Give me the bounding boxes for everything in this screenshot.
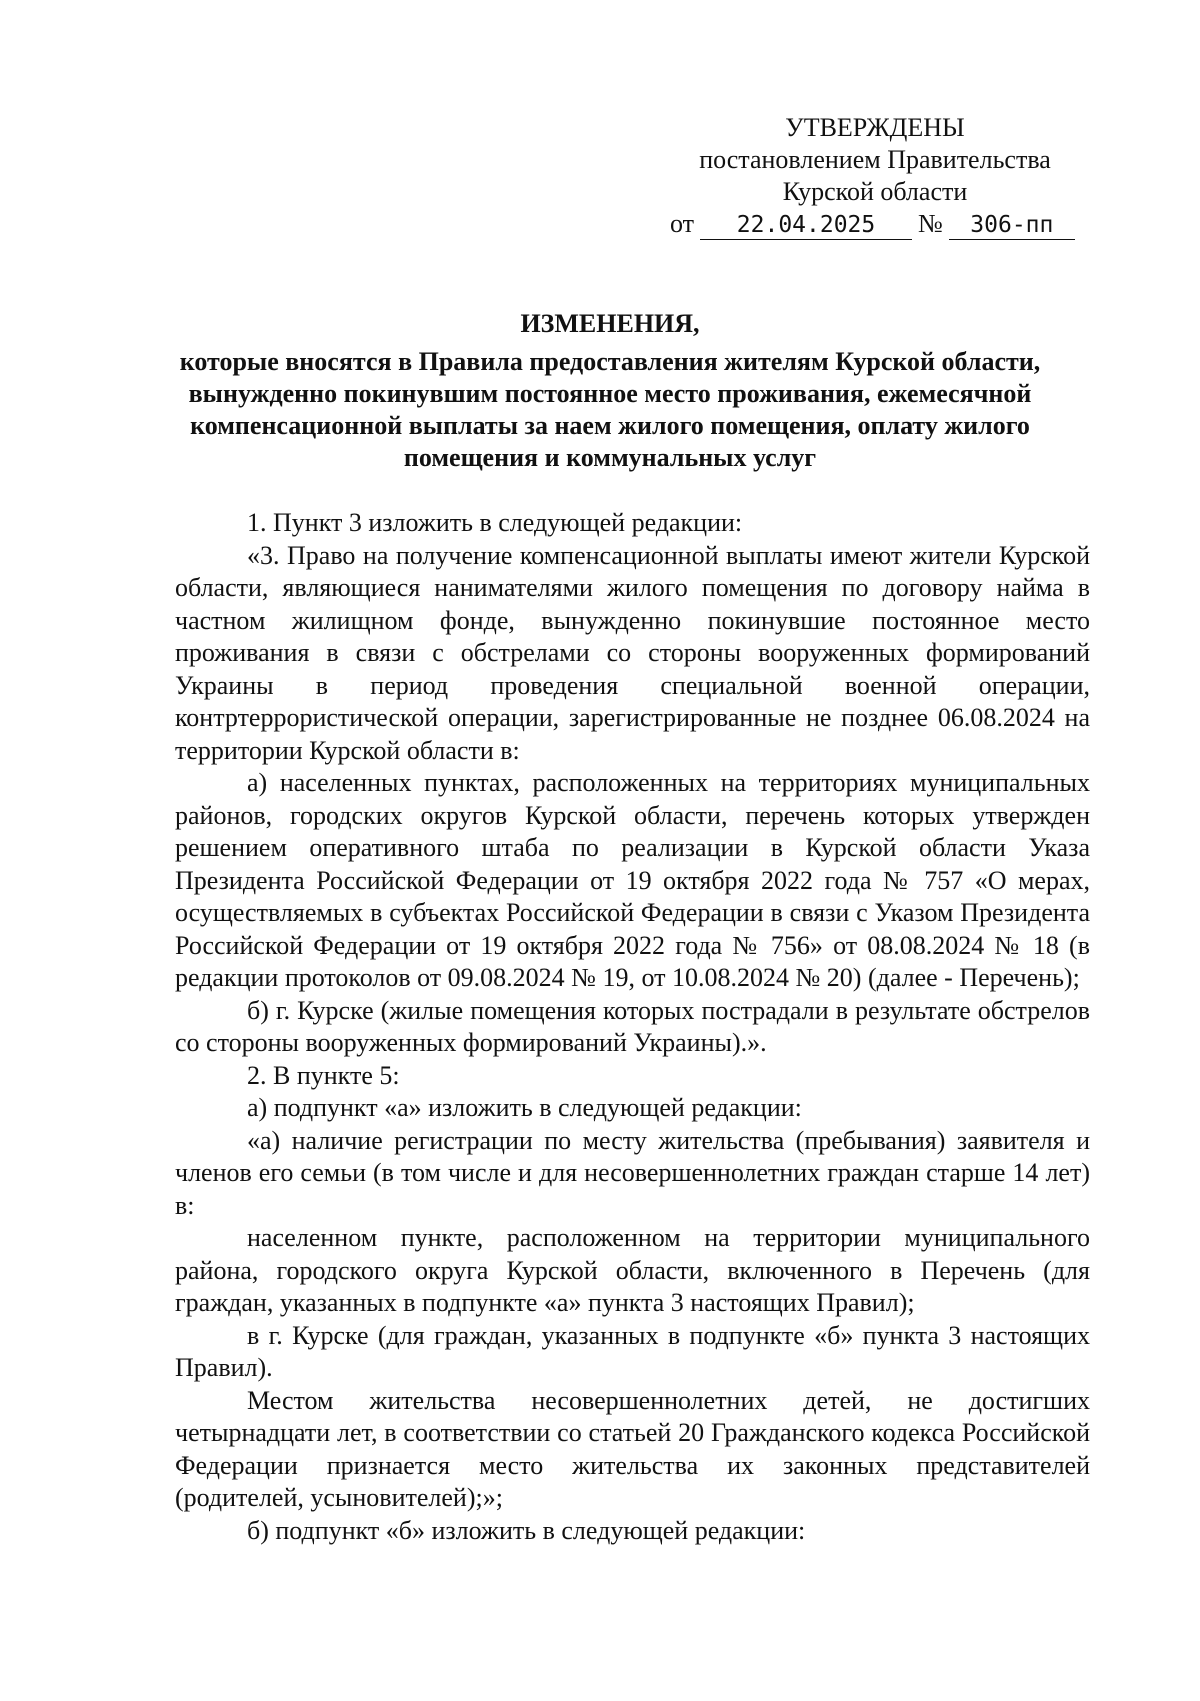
paragraph: а) населенных пунктах, расположенных на территориях муниципальных районов, городских округов Курской области, перечень которых утвержден решением оперативного штаба по реализации в Курской области Указа Президента Российской Федерации от 19 октября 2022 года № 757 «О мерах, осуществляемых в субъектах Российской Федерации в связи с Указом Президента Российской Федерации от 19 октября 2022 года № 756» от 08.08.2024 № 18 (в редакции протоколов от 09.08.2024 № 19, от 10.08.2024 № 20) (далее - Перечень); <box>175 768 1090 992</box>
heading-subtitle: которые вносятся в Правила предоставления жителям Курской области, вынужденно покинувшим постоянное место проживания, ежемесячной компенсационной выплаты за наем жилого помещения, оплату жилого помещения и коммунальных услуг <box>179 347 1041 472</box>
document-body <box>175 507 1090 1547</box>
number-prefix: № <box>918 209 943 238</box>
approval-region: Курской области <box>782 177 968 206</box>
paragraph: Местом жительства несовершеннолетних детей, не достигших четырнадцати лет, в соответствии со статьей 20 Гражданского кодекса Российской Федерации признается место жительства их законных представителей (родителей, усыновителей);»; <box>175 1385 1090 1512</box>
date-prefix: от <box>670 209 695 238</box>
paragraph: «3. Право на получение компенсационной выплаты имеют жители Курской области, являющиеся нанимателями жилого помещения по договору найма в частном жилищном фонде, вынужденно покинувшие постоянное место проживания в связи с обстрелами со стороны вооруженных формирований Украины в период проведения специальной военной операции, контртеррористической операции, зарегистрированные не позднее 06.08.2024 на территории Курской области в: <box>175 540 1090 765</box>
approval-block <box>640 112 1110 240</box>
approval-title: УТВЕРЖДЕНЫ <box>785 113 965 142</box>
paragraph: б) подпункт «б» изложить в следующей редакции: <box>247 1515 806 1545</box>
approval-number: 306-пп <box>949 211 1075 240</box>
paragraph: «а) наличие регистрации по месту жительства (пребывания) заявителя и членов его семьи (в том числе и для несовершеннолетних граждан старше 14 лет) в: <box>175 1125 1090 1220</box>
heading-title: ИЗМЕНЕНИЯ, <box>520 309 700 338</box>
approval-issuer: постановлением Правительства <box>699 145 1051 174</box>
paragraph: б) г. Курске (жилые помещения которых пострадали в результате обстрелов со стороны вооруженных формирований Украины).». <box>175 995 1090 1057</box>
paragraph: населенном пункте, расположенном на территории муниципального района, городского округа Курской области, включенного в Перечень (для граждан, указанных в подпункте «а» пункта 3 настоящих Правил); <box>175 1223 1090 1317</box>
document-heading <box>140 308 1080 474</box>
paragraph: в г. Курске (для граждан, указанных в подпункте «б» пункта 3 настоящих Правил). <box>175 1320 1090 1382</box>
approval-date: 22.04.2025 <box>700 211 912 240</box>
paragraph: 2. В пункте 5: <box>247 1060 400 1090</box>
paragraph: 1. Пункт 3 изложить в следующей редакции: <box>247 508 743 537</box>
approval-date-line <box>640 208 1110 240</box>
paragraph: а) подпункт «а» изложить в следующей редакции: <box>247 1093 802 1122</box>
